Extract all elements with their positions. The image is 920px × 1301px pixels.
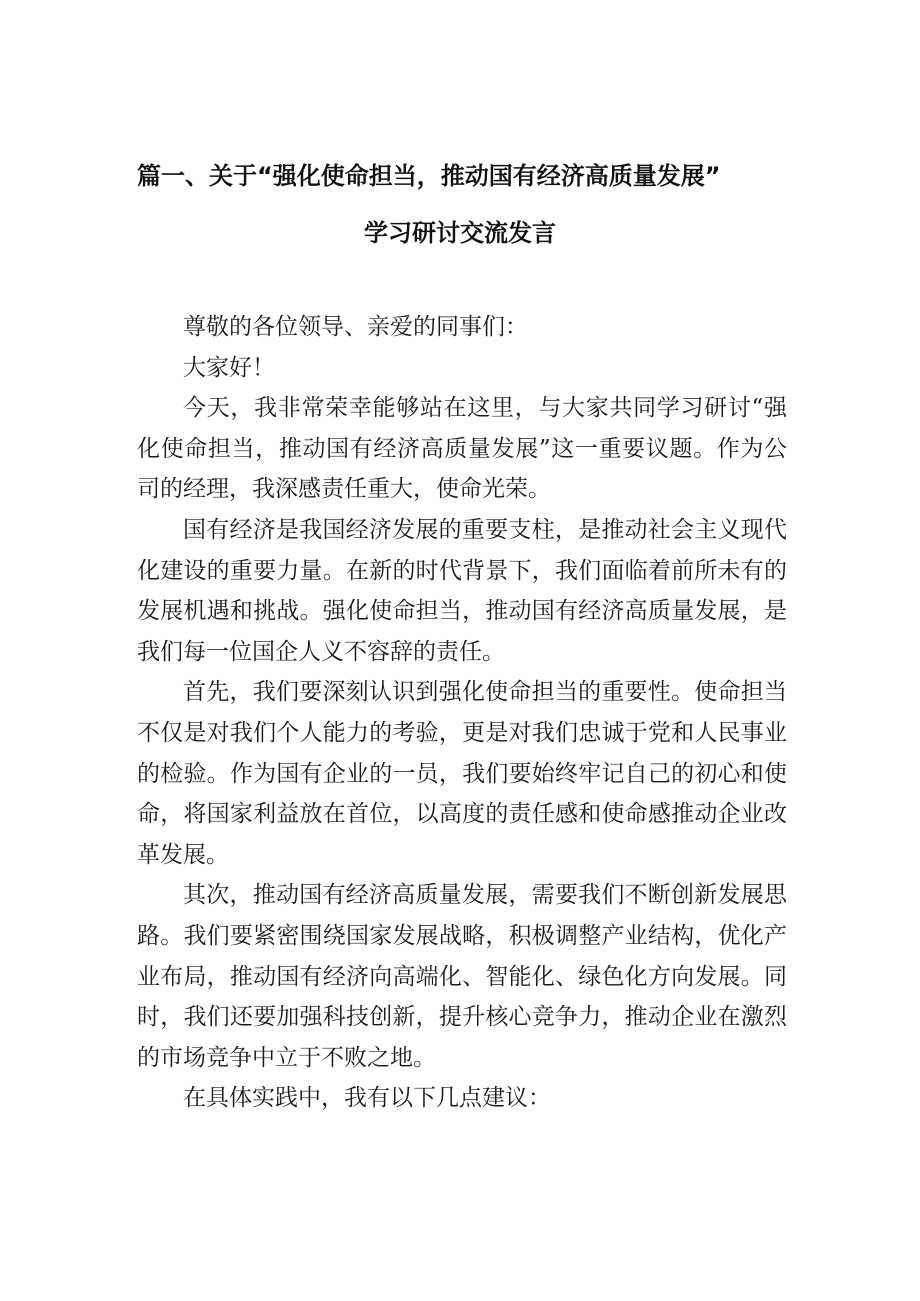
body-paragraph: 国有经济是我国经济发展的重要支柱，是推动社会主义现代化建设的重要力量。在新的时代背景下，我们面临着前所未有的发展机遇和挑战。强化使命担当，推动国有经济高质量发展，是我们每一位国企人义不容辞的责任。 (137, 516, 787, 665)
body-paragraph: 在具体实践中，我有以下几点建议： (183, 1085, 551, 1112)
body-paragraph: 其次，推动国有经济高质量发展，需要我们不断创新发展思路。我们要紧密围绕国家发展战略，积极调整产业结构，优化产业布局，推动国有经济向高端化、智能化、绿色化方向发展。同时，我们还要加强科技创新，提升核心竞争力，推动企业在激烈的市场竞争中立于不败之地。 (137, 882, 787, 1071)
greeting: 大家好！ (183, 354, 275, 381)
body-paragraph: 今天，我非常荣幸能够站在这里，与大家共同学习研讨“强化使命担当，推动国有经济高质量发展”这一重要议题。作为公司的经理，我深感责任重大，使命光荣。 (137, 395, 787, 503)
document-body (137, 307, 787, 1119)
document-title-line2: 学习研讨交流发言 (364, 219, 556, 247)
document-title-line1: 篇一、关于“强化使命担当，推动国有经济高质量发展” (137, 162, 721, 190)
salutation: 尊敬的各位领导、亲爱的同事们： (183, 314, 528, 340)
body-paragraph: 首先，我们要深刻认识到强化使命担当的重要性。使命担当不仅是对我们个人能力的考验，更是对我们忠诚于党和人民事业的检验。作为国有企业的一员，我们要始终牢记自己的初心和使命，将国家利益放在首位，以高度的责任感和使命感推动企业改革发展。 (137, 679, 787, 868)
